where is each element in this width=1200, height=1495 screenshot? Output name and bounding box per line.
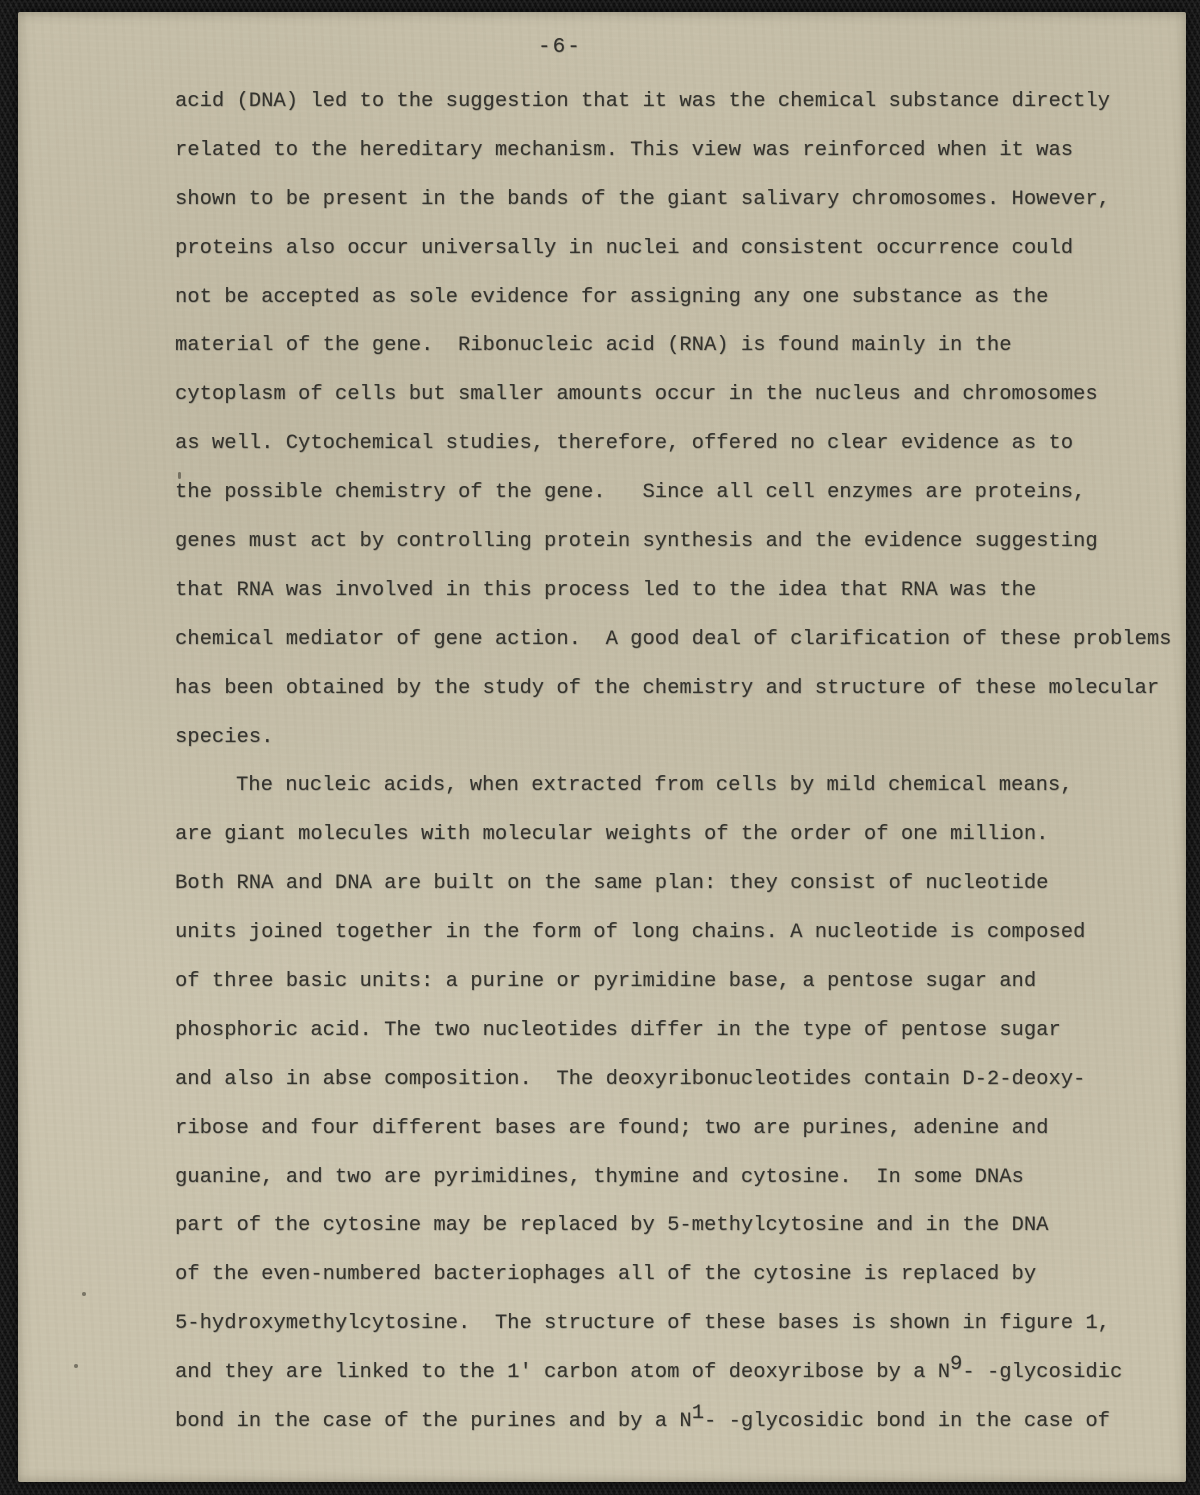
text-line: 5-hydroxymethylcytosine. The structure of these bases is shown in figure 1, [175, 1312, 1110, 1336]
text-line: species. [175, 725, 274, 749]
text-line: chemical mediator of gene action. A good deal of clarification of these problems [175, 627, 1172, 651]
paper-speck [74, 1364, 78, 1368]
text-line: acid (DNA) led to the suggestion that it was the chemical substance directly [175, 90, 1110, 113]
text-line: as well. Cytochemical studies, therefore, offered no clear evidence as to [175, 432, 1074, 456]
text-line: ribose and four different bases are found; two are purines, adenine and [175, 1116, 1049, 1140]
text-line: Both RNA and DNA are built on the same plan: they consist of nucleotide [175, 872, 1049, 896]
paper-speck [178, 472, 181, 479]
text-line: of three basic units: a purine or pyrimidine base, a pentose sugar and [175, 970, 1037, 994]
text-line: and also in abse composition. The deoxyribonucleotides contain D-2-deoxy- [175, 1067, 1086, 1091]
text-line: are giant molecules with molecular weights of the order of one million. [175, 823, 1049, 847]
text-line: material of the gene. Ribonucleic acid (RNA) is found mainly in the [175, 334, 1012, 358]
text-line: guanine, and two are pyrimidines, thymine and cytosine. In some DNAs [175, 1165, 1024, 1189]
document-page [18, 12, 1186, 1482]
text-line: that RNA was involved in this process led to the idea that RNA was the [175, 578, 1037, 602]
page-number: -6- [538, 36, 582, 59]
text-line: part of the cytosine may be replaced by 5-methylcytosine and in the DNA [175, 1214, 1049, 1238]
text-line: genes must act by controlling protein synthesis and the evidence suggesting [175, 530, 1098, 554]
text-lines [175, 90, 1185, 1459]
text-line: related to the hereditary mechanism. This view was reinforced when it was [175, 138, 1074, 162]
text-line: proteins also occur universally in nuclei and consistent occurrence could [175, 236, 1074, 260]
text-line: and they are linked to the 1' carbon atom of deoxyribose by a N9- -glycosidic [175, 1353, 1123, 1385]
text-line: phosphoric acid. The two nucleotides differ in the type of pentose sugar [175, 1018, 1061, 1042]
paper-speck [82, 1292, 86, 1296]
text-line: units joined together in the form of long chains. A nucleotide is composed [175, 921, 1086, 945]
superscript: 1 [691, 1402, 704, 1426]
text-line: The nucleic acids, when extracted from cells by mild chemical means, [236, 774, 1073, 798]
text-line: has been obtained by the study of the chemistry and structure of these molecular [175, 676, 1160, 700]
text-line: not be accepted as sole evidence for assigning any one substance as the [175, 285, 1049, 309]
text-line: cytoplasm of cells but smaller amounts occur in the nucleus and chromosomes [175, 383, 1098, 407]
superscript: 9 [950, 1353, 963, 1377]
text-line: shown to be present in the bands of the giant salivary chromosomes. However, [175, 187, 1110, 211]
text-line: of the even-numbered bacteriophages all of the cytosine is replaced by [175, 1263, 1037, 1287]
text-line: the possible chemistry of the gene. Since all cell enzymes are proteins, [175, 481, 1086, 505]
text-line: bond in the case of the purines and by a N1- -glycosidic bond in the case of [175, 1402, 1110, 1434]
